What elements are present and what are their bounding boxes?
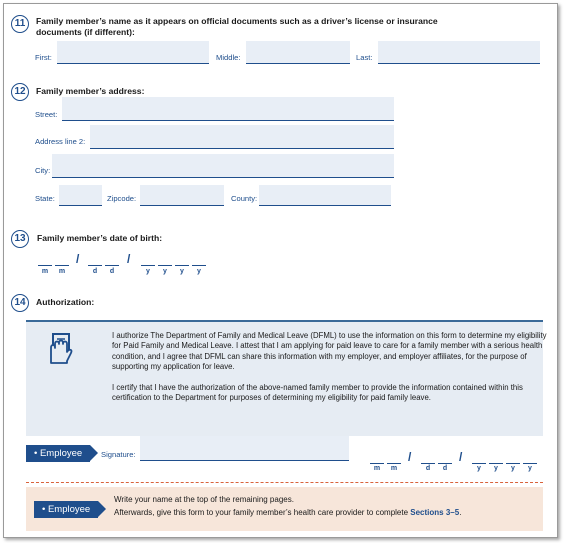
dob-month-letter: m — [41, 268, 49, 275]
sig-month-digit-1[interactable] — [370, 463, 384, 464]
authorization-paragraph-2: I certify that I have the authorization of the above-named family member to provide the information contained within this certification to the Department for purposes of determining my eligibility for paid family leave. — [112, 383, 523, 403]
authorization-paragraph-1: I authorize The Department of Family and Medical Leave (DFML) to use the information on this form to determine my eligibility for Paid Family and Medical Leave. I attest that I am applying for paid leave to care for a family member with a serious health condition, and I agree that DFML can share this information with my employer, and employer affiliates, for the purpose of supporting my application for leave. — [112, 331, 547, 372]
footer-line-1: Write your name at the top of the remaining pages. — [114, 495, 294, 504]
dob-slash: / — [127, 252, 131, 266]
middle-name-label: Middle: — [216, 53, 241, 62]
sig-month-digit-2[interactable] — [387, 463, 401, 464]
last-name-field[interactable] — [378, 41, 540, 64]
address-line-2-label: Address line 2: — [35, 137, 86, 146]
sig-day-digit-1[interactable] — [421, 463, 435, 464]
sig-year-digit-2[interactable] — [489, 463, 503, 464]
county-label: County: — [231, 194, 258, 203]
state-label: State: — [35, 194, 55, 203]
street-field[interactable] — [62, 97, 394, 121]
authorization-box — [26, 320, 547, 436]
dob-year-digit-3[interactable] — [175, 265, 189, 266]
dob-slash: / — [76, 252, 80, 266]
sig-month-letter: m — [373, 465, 381, 472]
signature-label: Signature: — [101, 450, 136, 459]
sections-reference: Sections 3–5 — [410, 508, 460, 517]
dob-year-digit-2[interactable] — [158, 265, 172, 266]
sig-year-letter: y — [511, 465, 515, 472]
question-number-13: 13 — [11, 230, 29, 248]
question-13-text: Family member’s date of birth: — [37, 233, 163, 243]
section-separator — [26, 482, 543, 483]
employee-section-badge: • Employee — [26, 445, 90, 462]
zipcode-label: Zipcode: — [107, 194, 137, 203]
question-11-text: Family member’s name as it appears on official documents such as a driver’s license or insurance documents (if different): — [36, 16, 438, 37]
street-label: Street: — [35, 110, 58, 119]
footer-instructions — [26, 487, 543, 531]
dob-day-letter: d — [92, 268, 98, 275]
dob-day-digit-1[interactable] — [88, 265, 102, 266]
address-line-2-field[interactable] — [90, 125, 394, 149]
dob-month-digit-2[interactable] — [55, 265, 69, 266]
signature-field[interactable] — [140, 436, 349, 461]
first-name-label: First: — [35, 53, 52, 62]
dob-year-letter: y — [163, 268, 167, 275]
employee-section-badge: • Employee — [34, 501, 98, 518]
sig-year-letter: y — [528, 465, 532, 472]
sig-month-letter: m — [390, 465, 398, 472]
zipcode-field[interactable] — [140, 185, 224, 206]
dob-year-letter: y — [146, 268, 150, 275]
dob-month-letter: m — [58, 268, 66, 275]
sig-day-letter: d — [442, 465, 448, 472]
first-name-field[interactable] — [57, 41, 209, 64]
sig-year-digit-4[interactable] — [523, 463, 537, 464]
sig-year-letter: y — [494, 465, 498, 472]
form-page — [3, 3, 558, 538]
question-12-text: Family member’s address: — [36, 86, 145, 96]
city-label: City: — [35, 166, 51, 175]
sig-date-slash: / — [408, 450, 412, 464]
question-14-text: Authorization: — [36, 297, 95, 307]
dob-month-digit-1[interactable] — [38, 265, 52, 266]
question-number-11: 11 — [11, 15, 29, 33]
sig-year-digit-1[interactable] — [472, 463, 486, 464]
dob-year-letter: y — [180, 268, 184, 275]
sig-year-letter: y — [477, 465, 481, 472]
dob-day-digit-2[interactable] — [105, 265, 119, 266]
sig-year-digit-3[interactable] — [506, 463, 520, 464]
dob-year-letter: y — [197, 268, 201, 275]
last-name-label: Last: — [356, 53, 373, 62]
dob-year-digit-1[interactable] — [141, 265, 155, 266]
footer-line-2: Afterwards, give this form to your family member’s health care provider to complete Sections 3–5. — [114, 508, 462, 517]
dob-day-letter: d — [109, 268, 115, 275]
dob-year-digit-4[interactable] — [192, 265, 206, 266]
middle-name-field[interactable] — [246, 41, 350, 64]
sig-day-digit-2[interactable] — [438, 463, 452, 464]
hand-on-document-icon — [44, 332, 78, 366]
sig-date-slash: / — [459, 450, 463, 464]
question-number-12: 12 — [11, 83, 29, 101]
county-field[interactable] — [259, 185, 391, 206]
state-field[interactable] — [59, 185, 102, 206]
city-field[interactable] — [52, 154, 394, 178]
question-number-14: 14 — [11, 294, 29, 312]
sig-day-letter: d — [425, 465, 431, 472]
